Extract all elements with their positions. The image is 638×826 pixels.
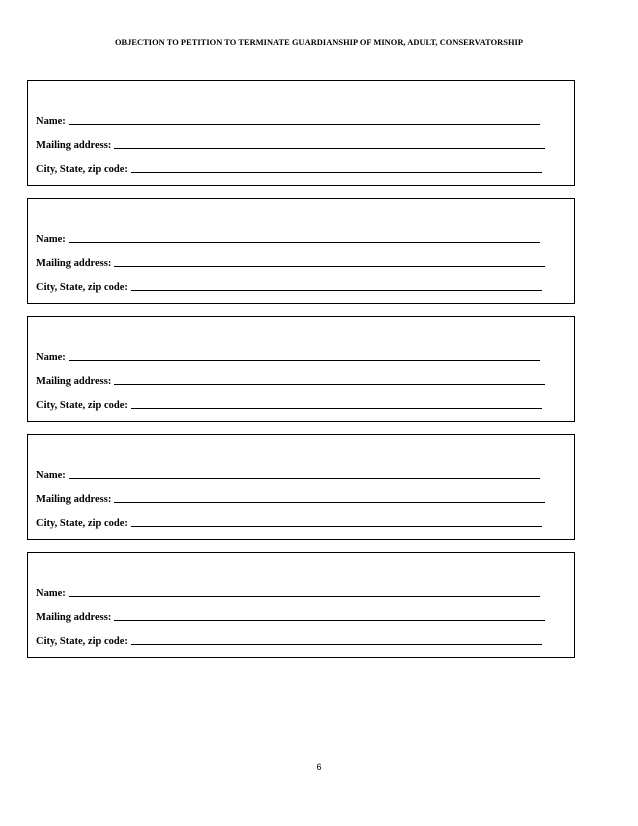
name-field[interactable] [36,113,540,127]
name-label: Name: [36,116,66,127]
city-state-zip-field[interactable] [36,633,542,647]
mailing-address-label: Mailing address: [36,140,112,151]
name-field[interactable] [36,231,540,245]
mailing-address-field[interactable] [36,609,545,623]
city-state-zip-label: City, State, zip code: [36,400,128,411]
party-list [27,80,575,670]
mailing-address-blank-line[interactable] [114,266,545,267]
mailing-address-label: Mailing address: [36,258,112,269]
city-state-zip-label: City, State, zip code: [36,164,128,175]
city-state-zip-label: City, State, zip code: [36,282,128,293]
city-state-zip-blank-line[interactable] [131,526,542,527]
page-title: OBJECTION TO PETITION TO TERMINATE GUARDIANSHIP OF MINOR, ADULT, CONSERVATORSHIP [114,38,524,47]
page-number: 6 [316,762,322,772]
mailing-address-label: Mailing address: [36,612,112,623]
name-label: Name: [36,352,66,363]
party-box-2 [27,198,575,304]
city-state-zip-blank-line[interactable] [131,408,542,409]
mailing-address-field[interactable] [36,491,545,505]
mailing-address-blank-line[interactable] [114,502,545,503]
name-field[interactable] [36,349,540,363]
name-blank-line[interactable] [69,596,540,597]
name-label: Name: [36,234,66,245]
mailing-address-field[interactable] [36,137,545,151]
city-state-zip-field[interactable] [36,279,542,293]
mailing-address-blank-line[interactable] [114,620,545,621]
city-state-zip-field[interactable] [36,397,542,411]
name-label: Name: [36,470,66,481]
city-state-zip-field[interactable] [36,515,542,529]
name-field[interactable] [36,585,540,599]
city-state-zip-label: City, State, zip code: [36,636,128,647]
mailing-address-blank-line[interactable] [114,384,545,385]
mailing-address-blank-line[interactable] [114,148,545,149]
name-blank-line[interactable] [69,124,540,125]
party-box-1 [27,80,575,186]
city-state-zip-blank-line[interactable] [131,644,542,645]
name-blank-line[interactable] [69,360,540,361]
party-box-4 [27,434,575,540]
party-box-3 [27,316,575,422]
mailing-address-field[interactable] [36,373,545,387]
city-state-zip-field[interactable] [36,161,542,175]
name-blank-line[interactable] [69,478,540,479]
name-blank-line[interactable] [69,242,540,243]
city-state-zip-blank-line[interactable] [131,172,542,173]
city-state-zip-blank-line[interactable] [131,290,542,291]
name-label: Name: [36,588,66,599]
city-state-zip-label: City, State, zip code: [36,518,128,529]
party-box-5 [27,552,575,658]
mailing-address-label: Mailing address: [36,376,112,387]
name-field[interactable] [36,467,540,481]
mailing-address-label: Mailing address: [36,494,112,505]
mailing-address-field[interactable] [36,255,545,269]
